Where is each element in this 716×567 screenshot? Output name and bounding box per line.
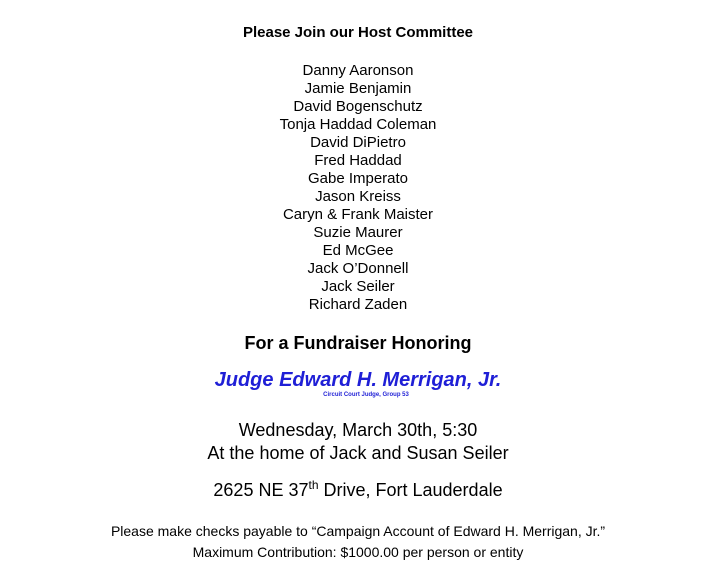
fundraiser-title: For a Fundraiser Honoring [244,333,472,353]
host-committee-title: Please Join our Host Committee [242,24,474,41]
host-member: David DiPietro [310,134,406,151]
host-member: Suzie Maurer [313,224,403,241]
host-member: David Bogenschutz [293,98,423,115]
honoree-title: Circuit Court Judge, Group 53 [323,392,409,398]
host-member: Jason Kreiss [315,188,401,205]
host-member: Richard Zaden [308,296,408,313]
host-member: Jack O’Donnell [307,260,409,277]
honoree-name: Judge Edward H. Merrigan, Jr. [214,369,502,391]
address-ordinal-suffix: th [308,478,319,492]
event-venue: At the home of Jack and Susan Seiler [207,443,509,463]
host-member: Caryn & Frank Maister [282,206,434,223]
host-member: Jamie Benjamin [304,80,412,97]
host-member: Tonja Haddad Coleman [279,116,437,133]
host-member: Danny Aaronson [302,62,414,79]
address-rest: Drive, Fort Lauderdale [318,480,503,500]
host-member: Gabe Imperato [307,170,409,187]
address-number: 2625 NE 37 [213,480,309,500]
event-address [0,480,716,501]
event-date-time: Wednesday, March 30th, 5:30 [238,420,478,440]
host-member: Fred Haddad [314,152,402,169]
host-member: Ed McGee [322,242,394,259]
max-contribution-note: Maximum Contribution: $1000.00 per person or entity [192,544,524,560]
host-member: Jack Seiler [321,278,395,295]
host-committee-list [0,62,716,314]
checks-payable-note: Please make checks payable to “Campaign Account of Edward H. Merrigan, Jr.” [110,523,606,539]
